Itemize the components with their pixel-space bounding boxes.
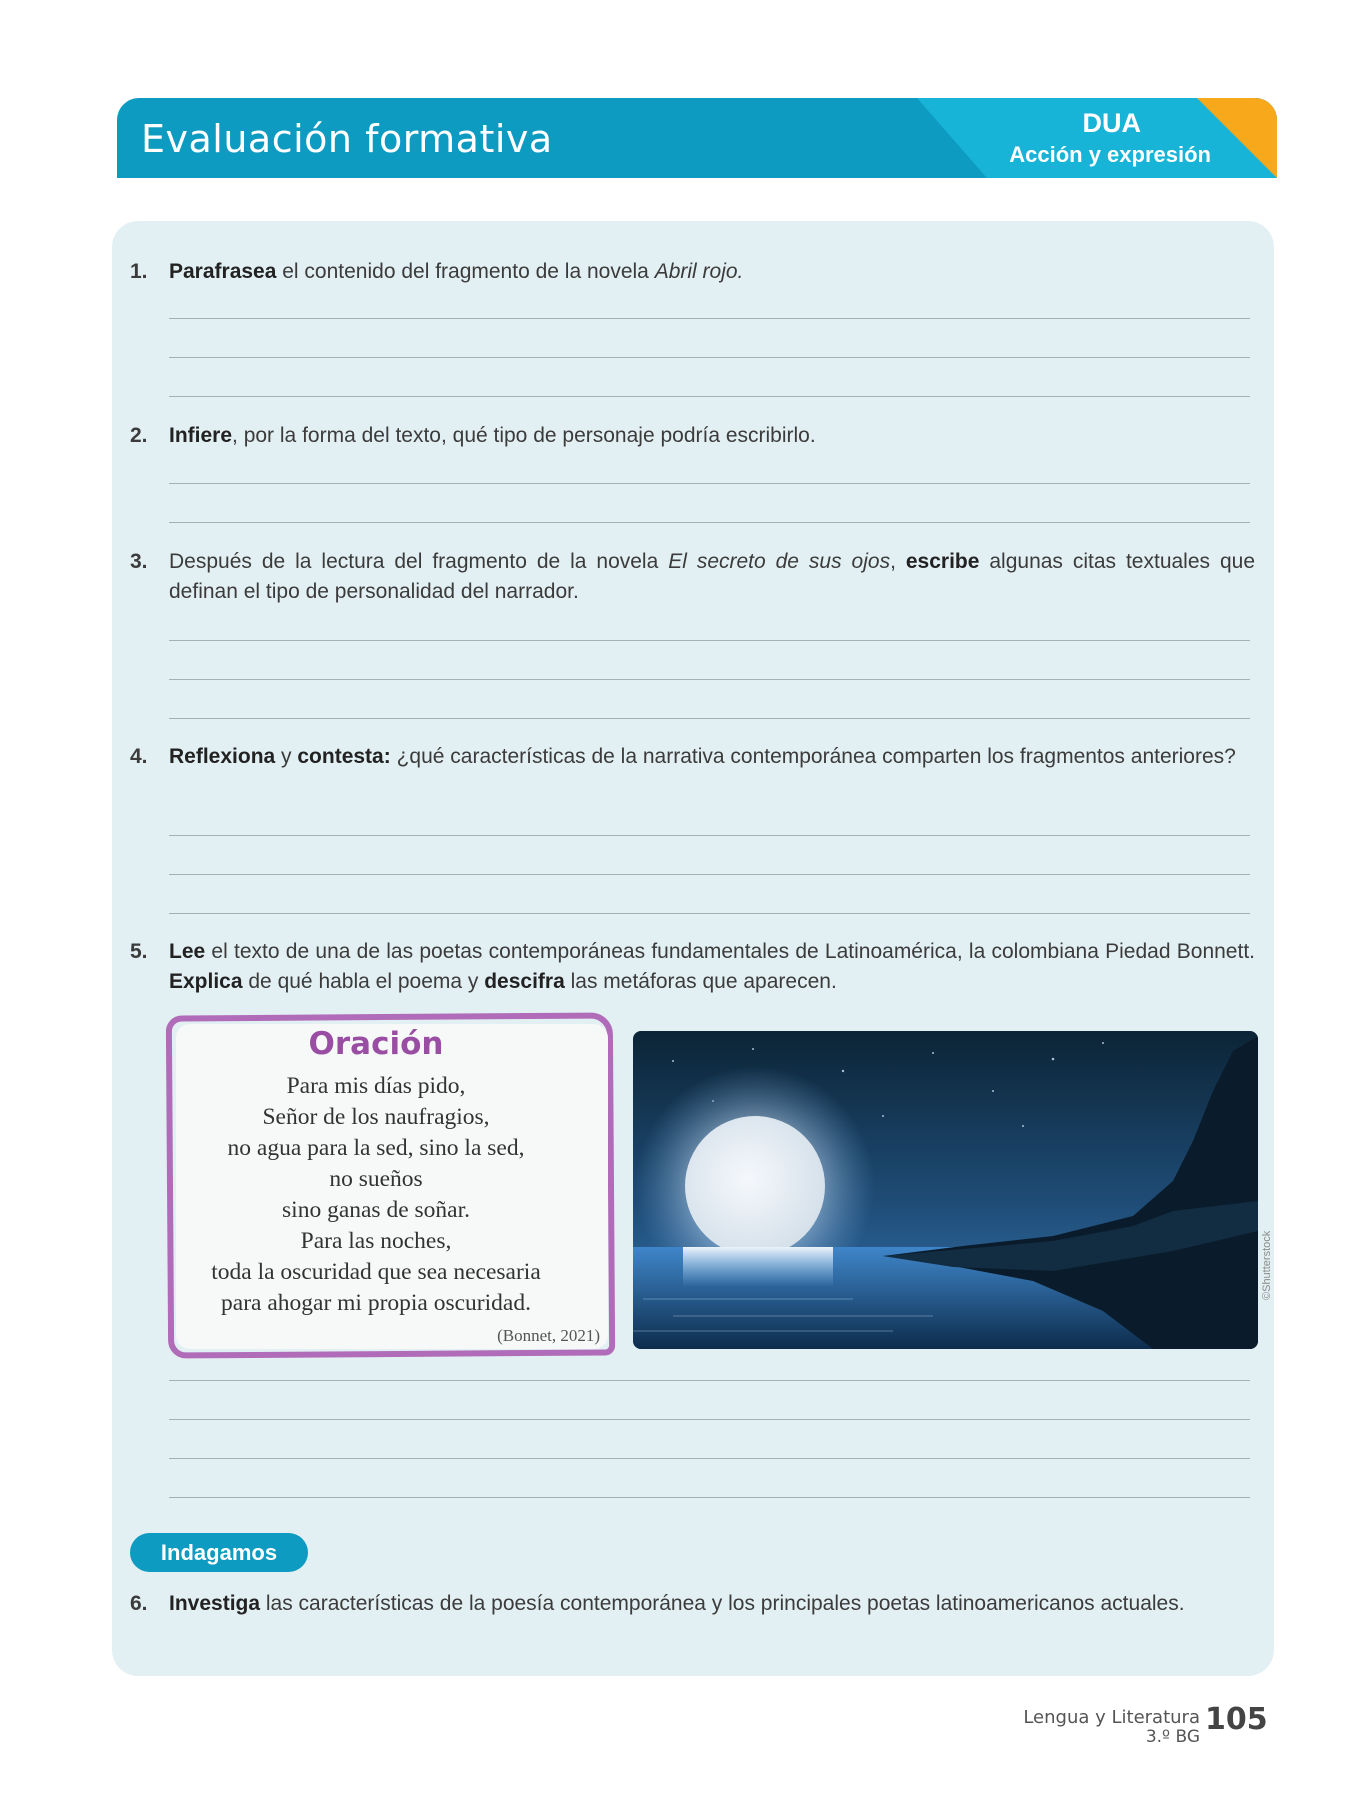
page-title: Evaluación formativa xyxy=(141,117,553,161)
page-number: 105 xyxy=(1205,1702,1268,1737)
poem-title: Oración xyxy=(308,1026,444,1062)
answer-line[interactable] xyxy=(169,1419,1250,1420)
poem-line: Para las noches, xyxy=(300,1228,452,1254)
question-title-italic: El secreto de sus ojos xyxy=(668,550,891,573)
question-verb: contesta: xyxy=(297,745,391,768)
image-credit: ©Shutterstock xyxy=(1261,1230,1273,1300)
question-verb: Investiga xyxy=(169,1592,261,1615)
poem-line: Señor de los naufragios, xyxy=(262,1104,490,1130)
question-text: algunas citas textuales que definan el tipo de personalidad del narrador. xyxy=(169,550,1256,603)
question-verb: Infiere xyxy=(169,424,233,447)
answer-line[interactable] xyxy=(169,640,1250,641)
answer-line[interactable] xyxy=(169,718,1250,719)
question-text: las características de la poesía contemporánea y los principales poetas latinoamericanos actuales. xyxy=(260,1592,1185,1615)
poem-line: para ahogar mi propia oscuridad. xyxy=(221,1290,531,1316)
question-text: ¿qué características de la narrativa contemporánea comparten los fragmentos anteriores? xyxy=(390,745,1236,768)
poem-line: no agua para la sed, sino la sed, xyxy=(227,1135,525,1161)
question-number: 5. xyxy=(130,940,148,963)
question-number: 4. xyxy=(130,745,148,768)
footer-grade: 3.º BG xyxy=(1145,1727,1200,1747)
question-number: 1. xyxy=(130,260,148,283)
question-number: 3. xyxy=(130,550,148,573)
question-verb: Explica xyxy=(169,970,243,993)
question-verb: Lee xyxy=(169,940,206,963)
question-4 xyxy=(130,742,1255,772)
answer-line[interactable] xyxy=(169,874,1250,875)
question-text: , por la forma del texto, qué tipo de personaje podría escribirlo. xyxy=(232,424,816,447)
question-number: 6. xyxy=(130,1592,148,1615)
dua-subtitle: Acción y expresión xyxy=(1009,142,1211,167)
poem-line: sino ganas de soñar. xyxy=(282,1197,470,1223)
question-text: , xyxy=(890,550,906,573)
question-5 xyxy=(130,937,1255,997)
poem-line: toda la oscuridad que sea necesaria xyxy=(211,1259,541,1285)
answer-line[interactable] xyxy=(169,1380,1250,1381)
answer-line[interactable] xyxy=(169,483,1250,484)
question-1 xyxy=(130,257,1255,287)
question-text: Después de la lectura del fragmento de la novela xyxy=(169,550,669,573)
answer-line[interactable] xyxy=(169,835,1250,836)
answer-line[interactable] xyxy=(169,679,1250,680)
question-text: el texto de una de las poetas contemporáneas fundamentales de Latinoamérica, la colombiana Piedad Bonnett. xyxy=(205,940,1255,963)
question-text: de qué habla el poema y xyxy=(242,970,485,993)
section-header xyxy=(117,98,1277,178)
question-6 xyxy=(130,1589,1255,1619)
answer-line[interactable] xyxy=(169,318,1250,319)
moon-lake-image xyxy=(633,1031,1258,1349)
question-text: el contenido del fragmento de la novela xyxy=(276,260,655,283)
question-3 xyxy=(130,547,1255,607)
question-title-italic: Abril rojo. xyxy=(654,260,744,283)
question-number: 2. xyxy=(130,424,148,447)
poem-body xyxy=(176,1071,576,1319)
poem-citation: (Bonnet, 2021) xyxy=(497,1326,600,1345)
question-text: y xyxy=(275,745,298,768)
poem-line: no sueños xyxy=(329,1166,423,1192)
question-verb: Reflexiona xyxy=(169,745,276,768)
dua-label: DUA xyxy=(1082,108,1141,138)
section-badge: Indagamos xyxy=(130,1533,308,1572)
answer-line[interactable] xyxy=(169,522,1250,523)
answer-line[interactable] xyxy=(169,396,1250,397)
footer-subject: Lengua y Literatura xyxy=(1023,1707,1200,1728)
question-verb: Parafrasea xyxy=(169,260,277,283)
answer-line[interactable] xyxy=(169,913,1250,914)
question-text: las metáforas que aparecen. xyxy=(564,970,837,993)
poem-line: Para mis días pido, xyxy=(286,1073,466,1099)
answer-line[interactable] xyxy=(169,357,1250,358)
answer-line[interactable] xyxy=(169,1497,1250,1498)
question-verb: escribe xyxy=(905,550,980,573)
answer-line[interactable] xyxy=(169,1458,1250,1459)
question-verb: descifra xyxy=(484,970,565,993)
question-2 xyxy=(130,421,1255,451)
